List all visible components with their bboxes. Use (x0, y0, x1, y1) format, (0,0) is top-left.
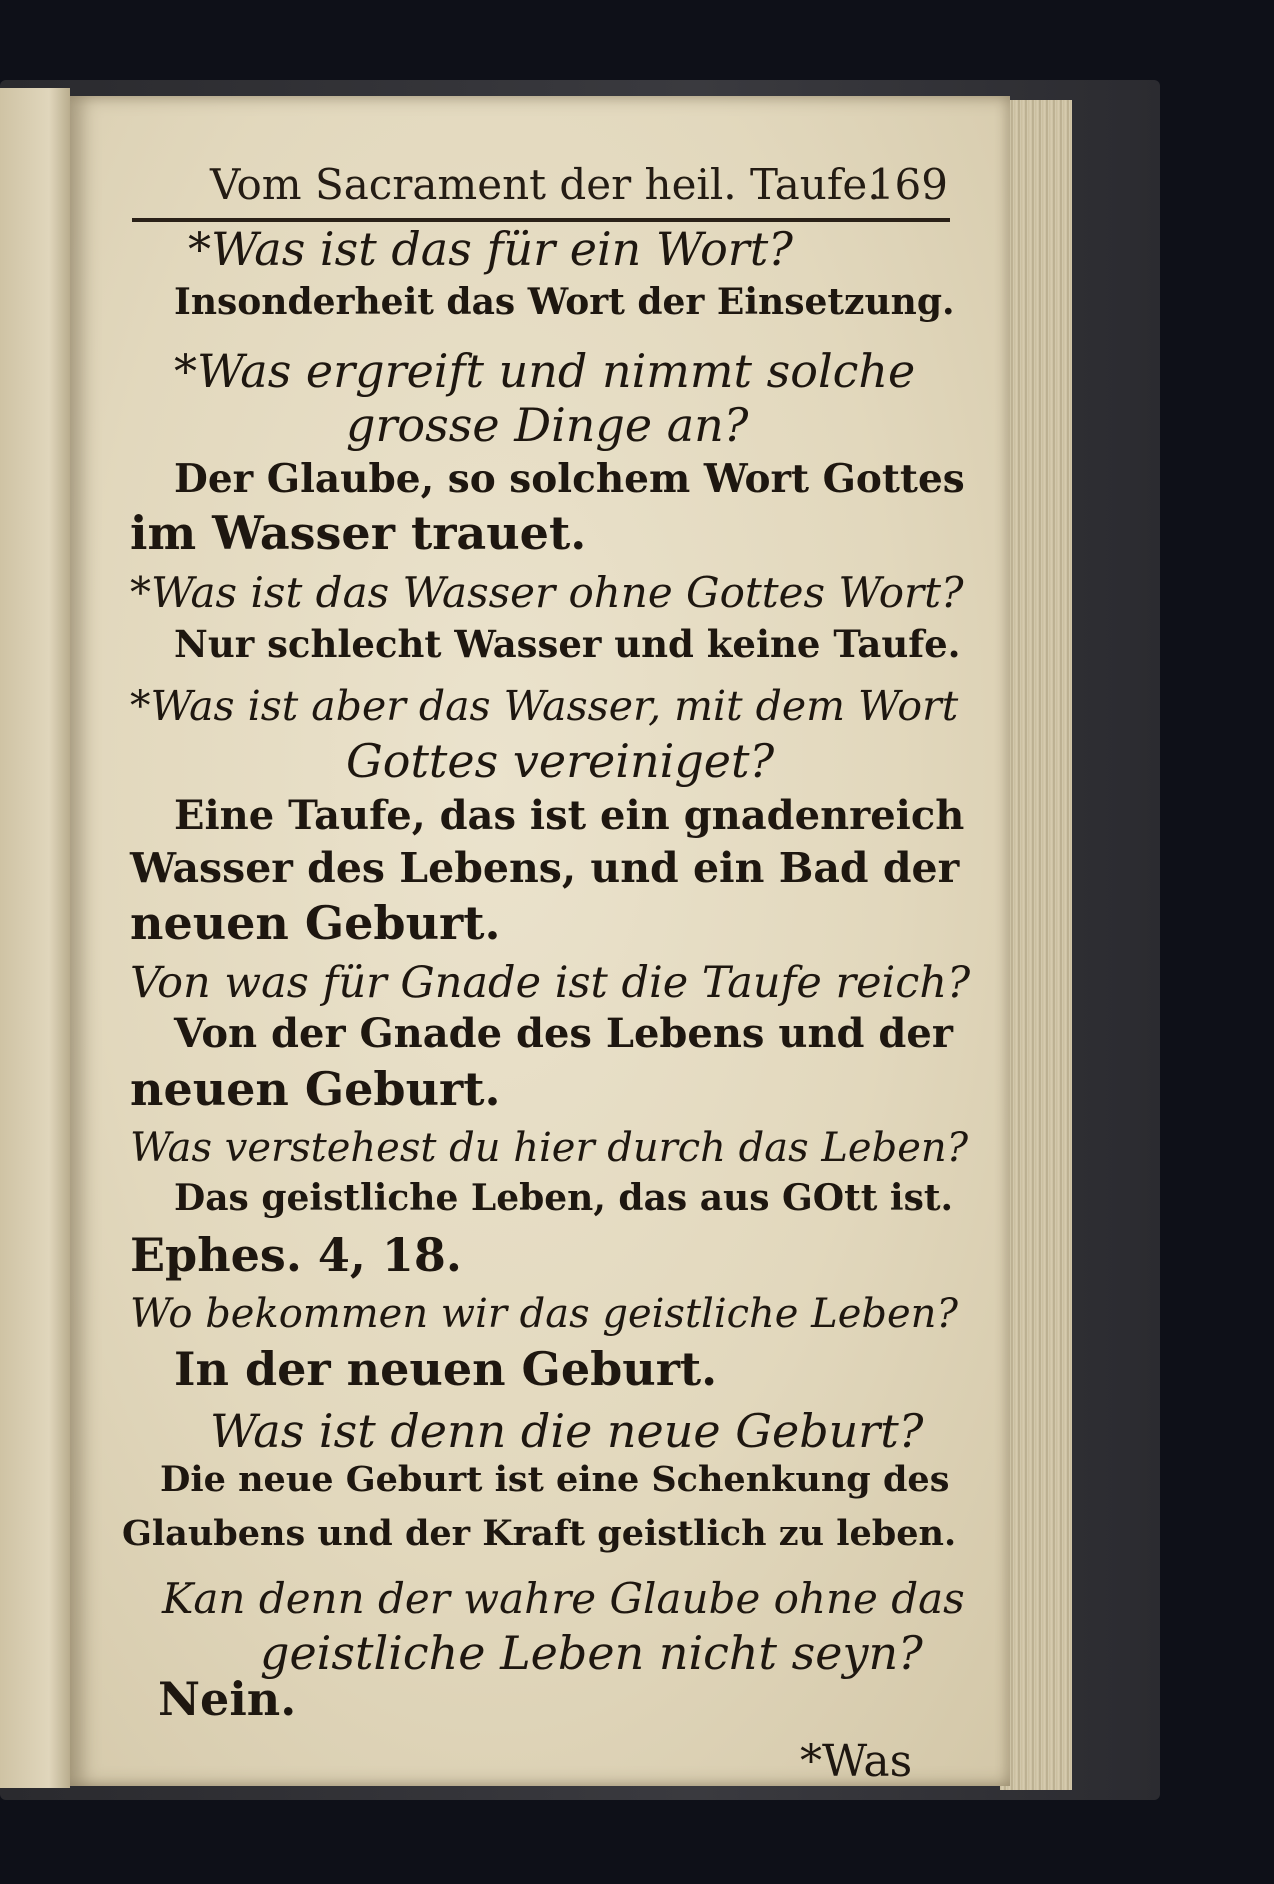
text-line: Wasser des Lebens, und ein Bad der (130, 844, 960, 892)
book-page (70, 96, 1010, 1786)
facing-page-edge (0, 88, 70, 1788)
page-edges (1000, 100, 1072, 1790)
text-line: *Was ist das für ein Wort? (188, 222, 793, 276)
page-number: 169 (867, 160, 948, 209)
text-line: Die neue Geburt ist eine Schenkung des (160, 1459, 950, 1500)
text-line: Gottes vereiniget? (346, 734, 775, 788)
text-line: Das geistliche Leben, das aus GOtt ist. (174, 1177, 954, 1219)
page-header (138, 160, 948, 210)
text-line: Der Glaube, so solchem Wort Gottes (174, 456, 965, 502)
text-line: neuen Geburt. (130, 1062, 501, 1116)
text-line: *Was ergreift und nimmt solche (174, 344, 916, 398)
text-line: neuen Geburt. (130, 896, 501, 950)
text-line: Von der Gnade des Lebens und der (174, 1010, 953, 1057)
text-line: Eine Taufe, das ist ein gnadenreich (174, 792, 965, 839)
text-line: Insonderheit das Wort der Einsetzung. (174, 281, 955, 323)
text-line: Was verstehest du hier durch das Leben? (130, 1125, 969, 1171)
text-line: geistliche Leben nicht seyn? (260, 1626, 923, 1680)
text-line: In der neuen Geburt. (174, 1342, 718, 1396)
text-line: *Was ist das Wasser ohne Gottes Wort? (130, 568, 964, 617)
running-title: Vom Sacrament der heil. Taufe. (210, 160, 881, 209)
text-line: Ephes. 4, 18. (130, 1228, 462, 1282)
text-line: Nein. (158, 1672, 297, 1726)
text-line: Nur schlecht Wasser und keine Taufe. (174, 622, 961, 666)
text-line: *Was ist aber das Wasser, mit dem Wort (130, 682, 959, 730)
catchword: *Was (800, 1736, 913, 1787)
text-line: Was ist denn die neue Geburt? (210, 1404, 924, 1458)
text-line: Von was für Gnade ist die Taufe reich? (130, 958, 971, 1008)
text-line: Glaubens und der Kraft geistlich zu leben. (122, 1513, 957, 1554)
text-line: Kan denn der wahre Glaube ohne das (162, 1574, 965, 1623)
text-line: Wo bekommen wir das geistliche Leben? (130, 1291, 958, 1337)
text-line: grosse Dinge an? (346, 398, 749, 452)
text-line: im Wasser trauet. (130, 506, 587, 560)
